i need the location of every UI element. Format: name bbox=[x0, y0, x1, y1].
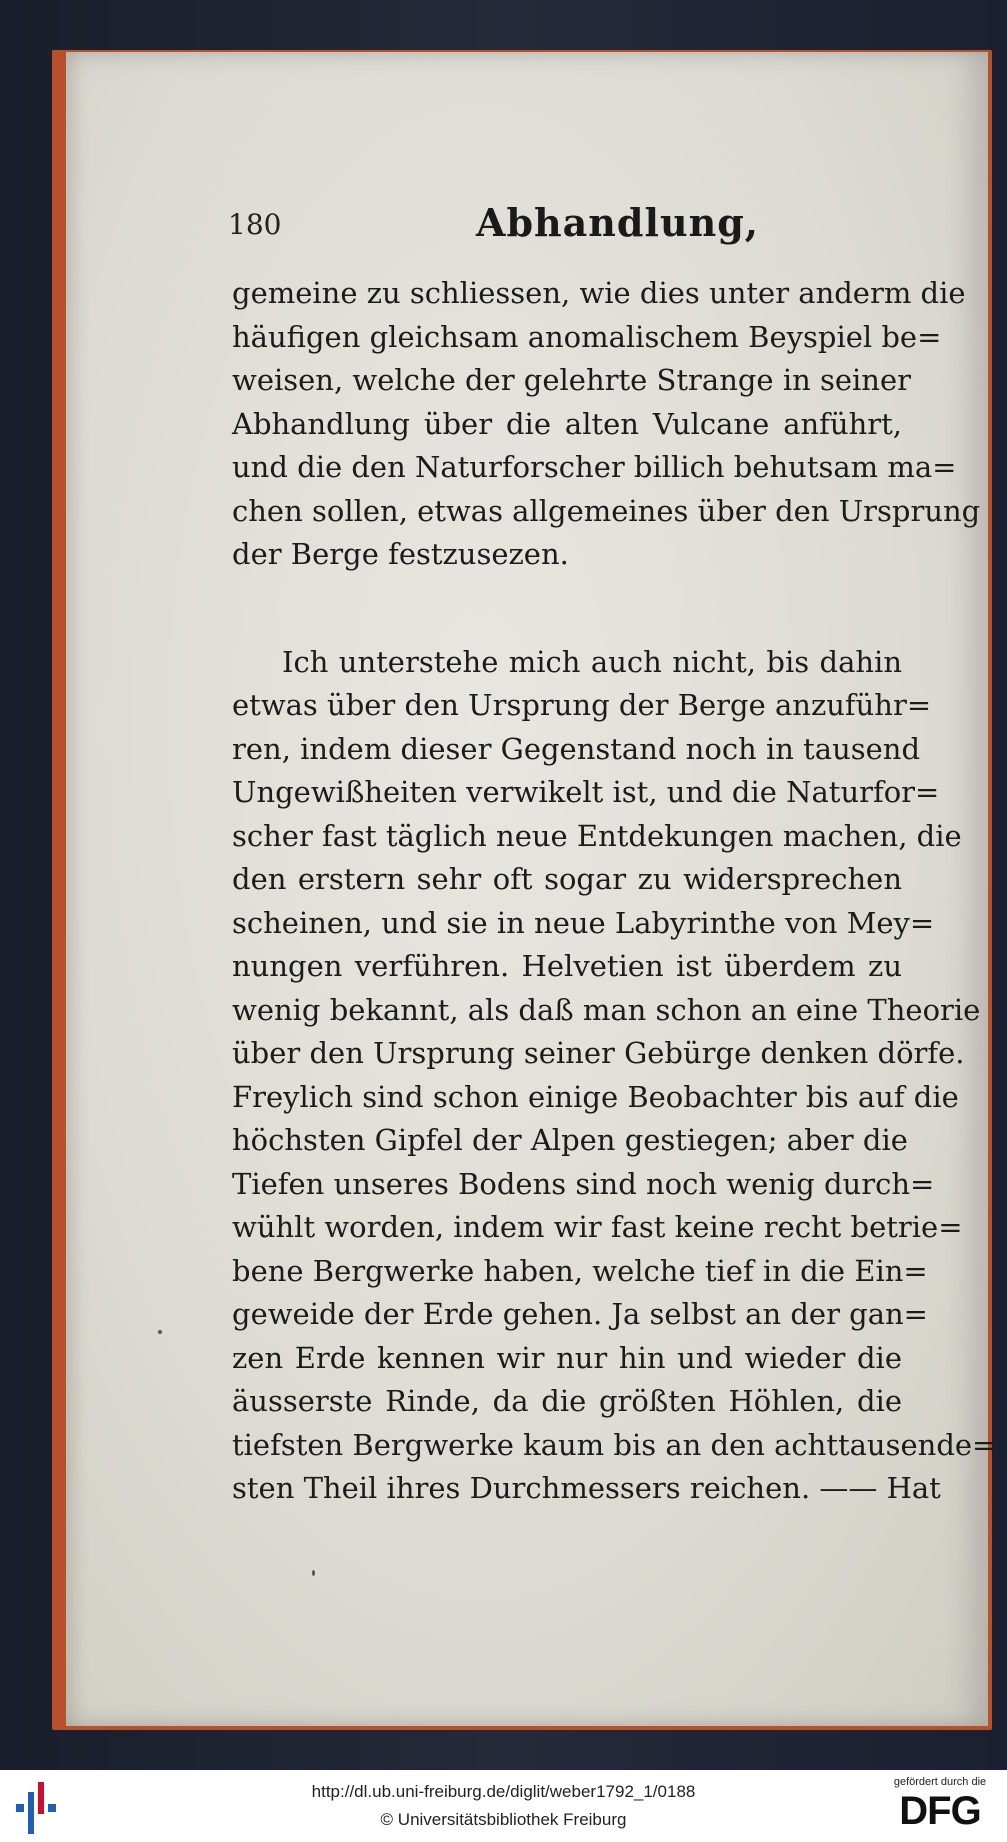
text-line: und die den Naturforscher billich behutsam ma= bbox=[232, 450, 957, 484]
text-line: den erstern sehr oft sogar zu widersprechen bbox=[232, 862, 902, 896]
text-line: tiefsten Bergwerke kaum bis an den achttausende= bbox=[232, 1427, 997, 1462]
text-line: geweide der Erde gehen. Ja selbst an der gan= bbox=[232, 1297, 928, 1331]
text-line: Freylich sind schon einige Beobachter bis auf die bbox=[232, 1079, 959, 1114]
text-line: bene Bergwerke haben, welche tief in die Ein= bbox=[232, 1253, 928, 1288]
copyright-notice: © Universitätsbibliothek Freiburg bbox=[380, 1810, 627, 1829]
funder-logo-text: DFG bbox=[899, 1789, 981, 1833]
text-line: scher fast täglich neue Entdekungen machen, die bbox=[232, 818, 962, 853]
text-line: gemeine zu schliessen, wie dies unter anderm die bbox=[232, 276, 966, 310]
dfg-logo bbox=[885, 1776, 995, 1838]
page-number: 180 bbox=[228, 208, 282, 241]
text-line: wenig bekannt, als daß man schon an eine Theorie bbox=[232, 992, 981, 1027]
text-line: Ungewißheiten verwikelt ist, und die Naturfor= bbox=[232, 775, 940, 809]
text-line: etwas über den Ursprung der Berge anzuführ= bbox=[232, 688, 932, 722]
page-header bbox=[228, 196, 908, 256]
text-line: chen sollen, etwas allgemeines über den Ursprung bbox=[232, 493, 981, 528]
text-line: sten Theil ihres Durchmessers reichen. —— Hat bbox=[232, 1471, 941, 1505]
text-line: zen Erde kennen wir nur hin und wieder die bbox=[232, 1340, 902, 1375]
running-title: Abhandlung, bbox=[476, 200, 759, 245]
paper-speck bbox=[158, 1330, 162, 1334]
viewer-footer bbox=[0, 1770, 1007, 1842]
text-line: Ich unterstehe mich auch nicht, bis dahin bbox=[282, 644, 902, 679]
source-url: http://dl.ub.uni-freiburg.de/diglit/weber1792_1/0188 bbox=[311, 1782, 696, 1801]
text-line: der Berge festzusezen. bbox=[232, 537, 569, 571]
paragraph-gap bbox=[232, 577, 902, 641]
paper-speck bbox=[312, 1570, 315, 1576]
text-line: scheinen, und sie in neue Labyrinthe von Mey= bbox=[232, 905, 935, 940]
text-line: nungen verführen. Helvetien ist überdem zu bbox=[232, 949, 902, 983]
text-line: ren, indem dieser Gegenstand noch in tausend bbox=[232, 731, 921, 766]
text-line: höchsten Gipfel der Alpen gestiegen; aber die bbox=[232, 1123, 908, 1157]
body-text bbox=[232, 272, 997, 1511]
text-line: über den Ursprung seiner Gebürge denken dörfe. bbox=[232, 1036, 965, 1070]
text-line: Abhandlung über die alten Vulcane anführt, bbox=[232, 406, 902, 441]
text-line: äusserste Rinde, da die größten Höhlen, die bbox=[232, 1384, 902, 1418]
text-line: häufigen gleichsam anomalischem Beyspiel be= bbox=[232, 319, 942, 354]
funder-note: gefördert durch die bbox=[893, 1776, 987, 1788]
text-line: wühlt worden, indem wir fast keine recht betrie= bbox=[232, 1210, 963, 1244]
text-line: weisen, welche der gelehrte Strange in seiner bbox=[232, 363, 912, 397]
text-line: Tiefen unseres Bodens sind noch wenig durch= bbox=[232, 1166, 935, 1201]
